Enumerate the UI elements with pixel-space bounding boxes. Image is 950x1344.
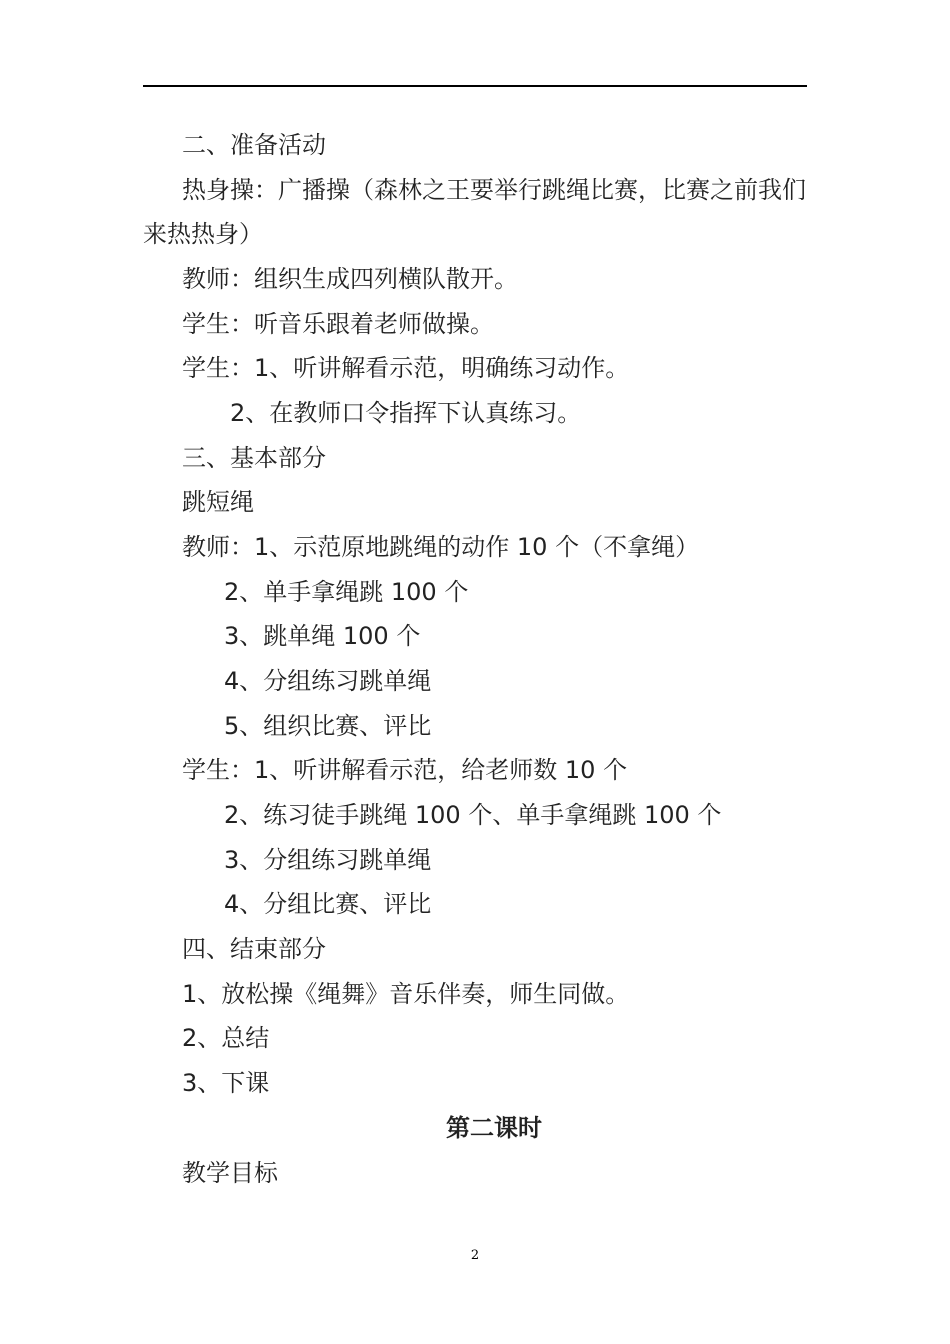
text-line: 四、结束部分 — [182, 935, 326, 963]
text-line: 5、组织比赛、评比 — [224, 712, 432, 740]
text-line: 跳短绳 — [182, 488, 254, 516]
text-line: 2、在教师口令指挥下认真练习。 — [230, 399, 582, 427]
text-line: 三、基本部分 — [182, 444, 326, 472]
page-number: 2 — [470, 1248, 480, 1263]
text-line: 3、分组练习跳单绳 — [224, 846, 432, 874]
text-line: 来热热身） — [143, 220, 263, 248]
text-line: 教学目标 — [182, 1159, 278, 1187]
text-line: 学生：1、听讲解看示范，明确练习动作。 — [182, 354, 630, 382]
text-line: 学生：1、听讲解看示范，给老师数 10 个 — [182, 756, 628, 784]
text-line: 学生：听音乐跟着老师做操。 — [182, 310, 494, 338]
text-line: 2、总结 — [182, 1024, 270, 1052]
text-line: 教师：组织生成四列横队散开。 — [182, 265, 518, 293]
text-line: 4、分组比赛、评比 — [224, 890, 432, 918]
text-line: 3、跳单绳 100 个 — [224, 622, 421, 650]
text-line: 3、下课 — [182, 1069, 270, 1097]
text-line: 二、准备活动 — [182, 131, 326, 159]
text-line: 2、单手拿绳跳 100 个 — [224, 578, 469, 606]
header-rule — [143, 85, 807, 87]
text-line: 热身操：广播操（森林之王要举行跳绳比赛，比赛之前我们 — [182, 176, 806, 204]
section-heading: 第二课时 — [446, 1114, 542, 1142]
text-line: 1、放松操《绳舞》音乐伴奏，师生同做。 — [182, 980, 630, 1008]
text-line: 2、练习徒手跳绳 100 个、单手拿绳跳 100 个 — [224, 801, 722, 829]
text-line: 教师：1、示范原地跳绳的动作 10 个（不拿绳） — [182, 533, 700, 561]
text-line: 4、分组练习跳单绳 — [224, 667, 432, 695]
